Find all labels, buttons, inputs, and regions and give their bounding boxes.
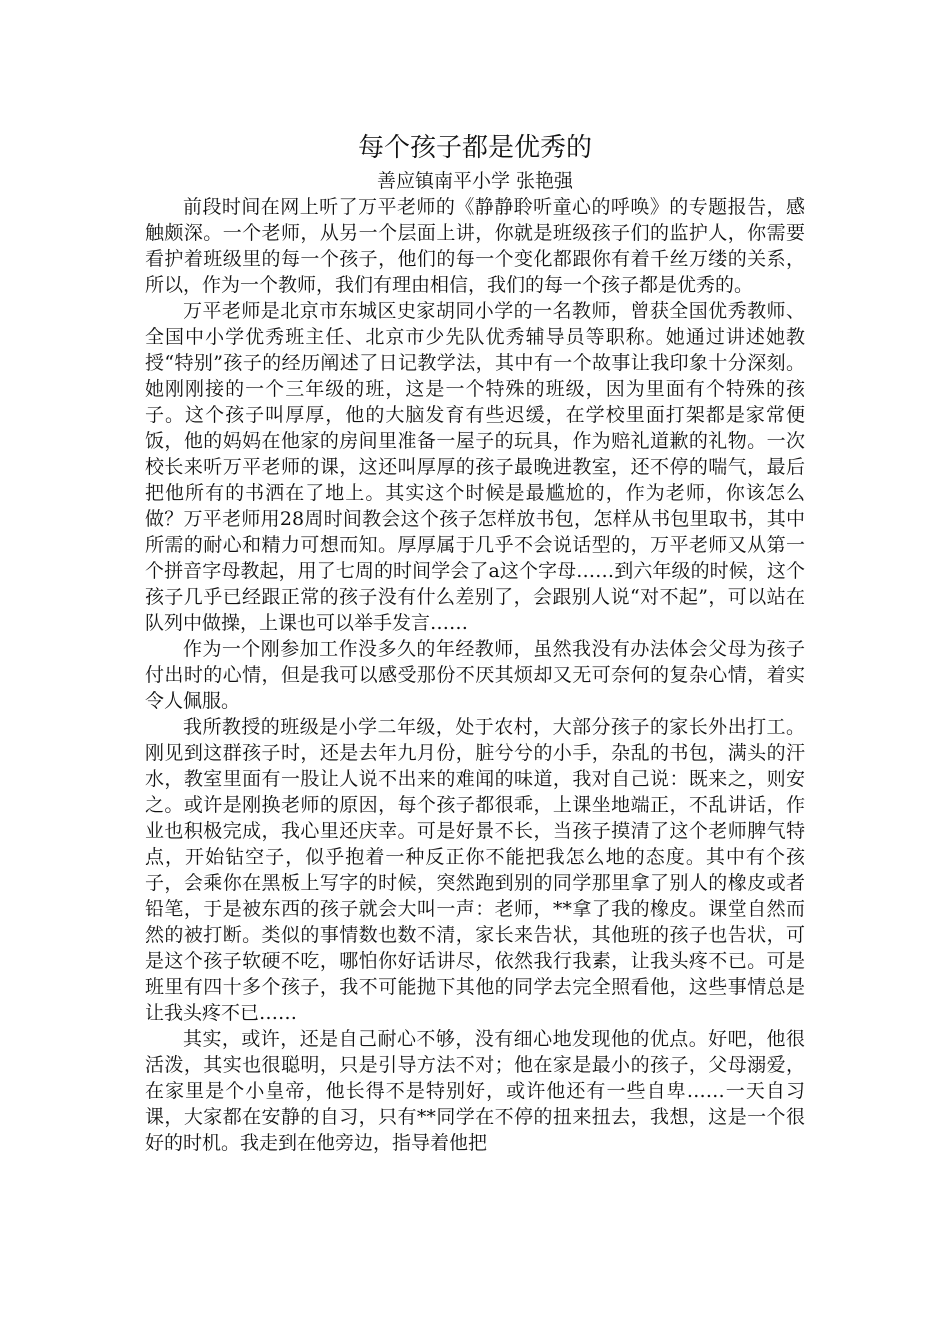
paragraph-5: 其实，或许，还是自己耐心不够，没有细心地发现他的优点。好吧，他很活泼，其实也很聪明，只是引导方法不对；他在家是最小的孩子，父母溺爱，在家里是个小皇帝，他长得不是特别好，或许他还有一些自卑……一天自习课，大家都在安静的自习，只有**同学在不停的扭来扭去，我想，这是一个很好的时机。我走到在他旁边，指导着他把: [145, 1028, 805, 1154]
paragraph-3: 作为一个刚参加工作没多久的年经教师，虽然我没有办法体会父母为孩子付出时的心情，但是我可以感受那份不厌其烦却又无可奈何的复杂心情，着实令人佩服。: [145, 638, 805, 712]
paragraph-4: 我所教授的班级是小学二年级，处于农村，大部分孩子的家长外出打工。刚见到这群孩子时，还是去年九月份，脏兮兮的小手，杂乱的书包，满头的汗水，教室里面有一股让人说不出来的难闻的味道，我对自己说：既来之，则安之。或许是刚换老师的原因，每个孩子都很乖，上课坐地端正，不乱讲话，作业也积极完成，我心里还庆幸。可是好景不长，当孩子摸清了这个老师脾气特点，开始钻空子，似乎抱着一种反正你不能把我怎么地的态度。其中有个孩子，会乘你在黑板上写字的时候，突然跑到别的同学那里拿了别人的橡皮或者铅笔，于是被东西的孩子就会大叫一声：老师，**拿了我的橡皮。课堂自然而然的被打断。类似的事情数也数不清，家长来告状，其他班的孩子也告状，可是这个孩子软硬不吃，哪怕你好话讲尽，依然我行我素，让我头疼不已。可是班里有四十多个孩子，我不可能抛下其他的同学去完全照看他，这些事情总是让我头疼不已……: [145, 716, 805, 1024]
paragraph-1: 前段时间在网上听了万平老师的《静静聆听童心的呼唤》的专题报告，感触颇深。一个老师，从另一个层面上讲，你就是班级孩子们的监护人，你需要看护着班级里的每一个孩子，他们的每一个变化都跟你有着千丝万缕的关系，所以，作为一个教师，我们有理由相信，我们的每一个孩子都是优秀的。: [145, 196, 805, 296]
paragraph-2: 万平老师是北京市东城区史家胡同小学的一名教师，曾获全国优秀教师、全国中小学优秀班主任、北京市少先队优秀辅导员等职称。她通过讲述她教授“特别”孩子的经历阐述了日记教学法，其中有一个故事让我印象十分深刻。她刚刚接的一个三年级的班，这是一个特殊的班级，因为里面有个特殊的孩子。这个孩子叫厚厚，他的大脑发育有些迟缓，在学校里面打架都是家常便饭，他的妈妈在他家的房间里准备一屋子的玩具，作为赔礼道歉的礼物。一次校长来听万平老师的课，这还叫厚厚的孩子最晚进教室，还不停的喘气，最后把他所有的书洒在了地上。其实这个时候是最尴尬的，作为老师，你该怎么做？万平老师用28周时间教会这个孩子怎样放书包，怎样从书包里取书，其中所需的耐心和精力可想而知。厚厚属于几乎不会说话型的，万平老师又从第一个拼音字母教起，用了七周的时间学会了a这个字母……到六年级的时候，这个孩子几乎已经跟正常的孩子没有什么差别了，会跟别人说“对不起”，可以站在队列中做操，上课也可以举手发言……: [145, 300, 805, 634]
document-author: 善应镇南平小学 张艳强: [376, 170, 574, 192]
document-page: [145, 128, 805, 1156]
document-title: 每个孩子都是优秀的: [357, 133, 592, 163]
